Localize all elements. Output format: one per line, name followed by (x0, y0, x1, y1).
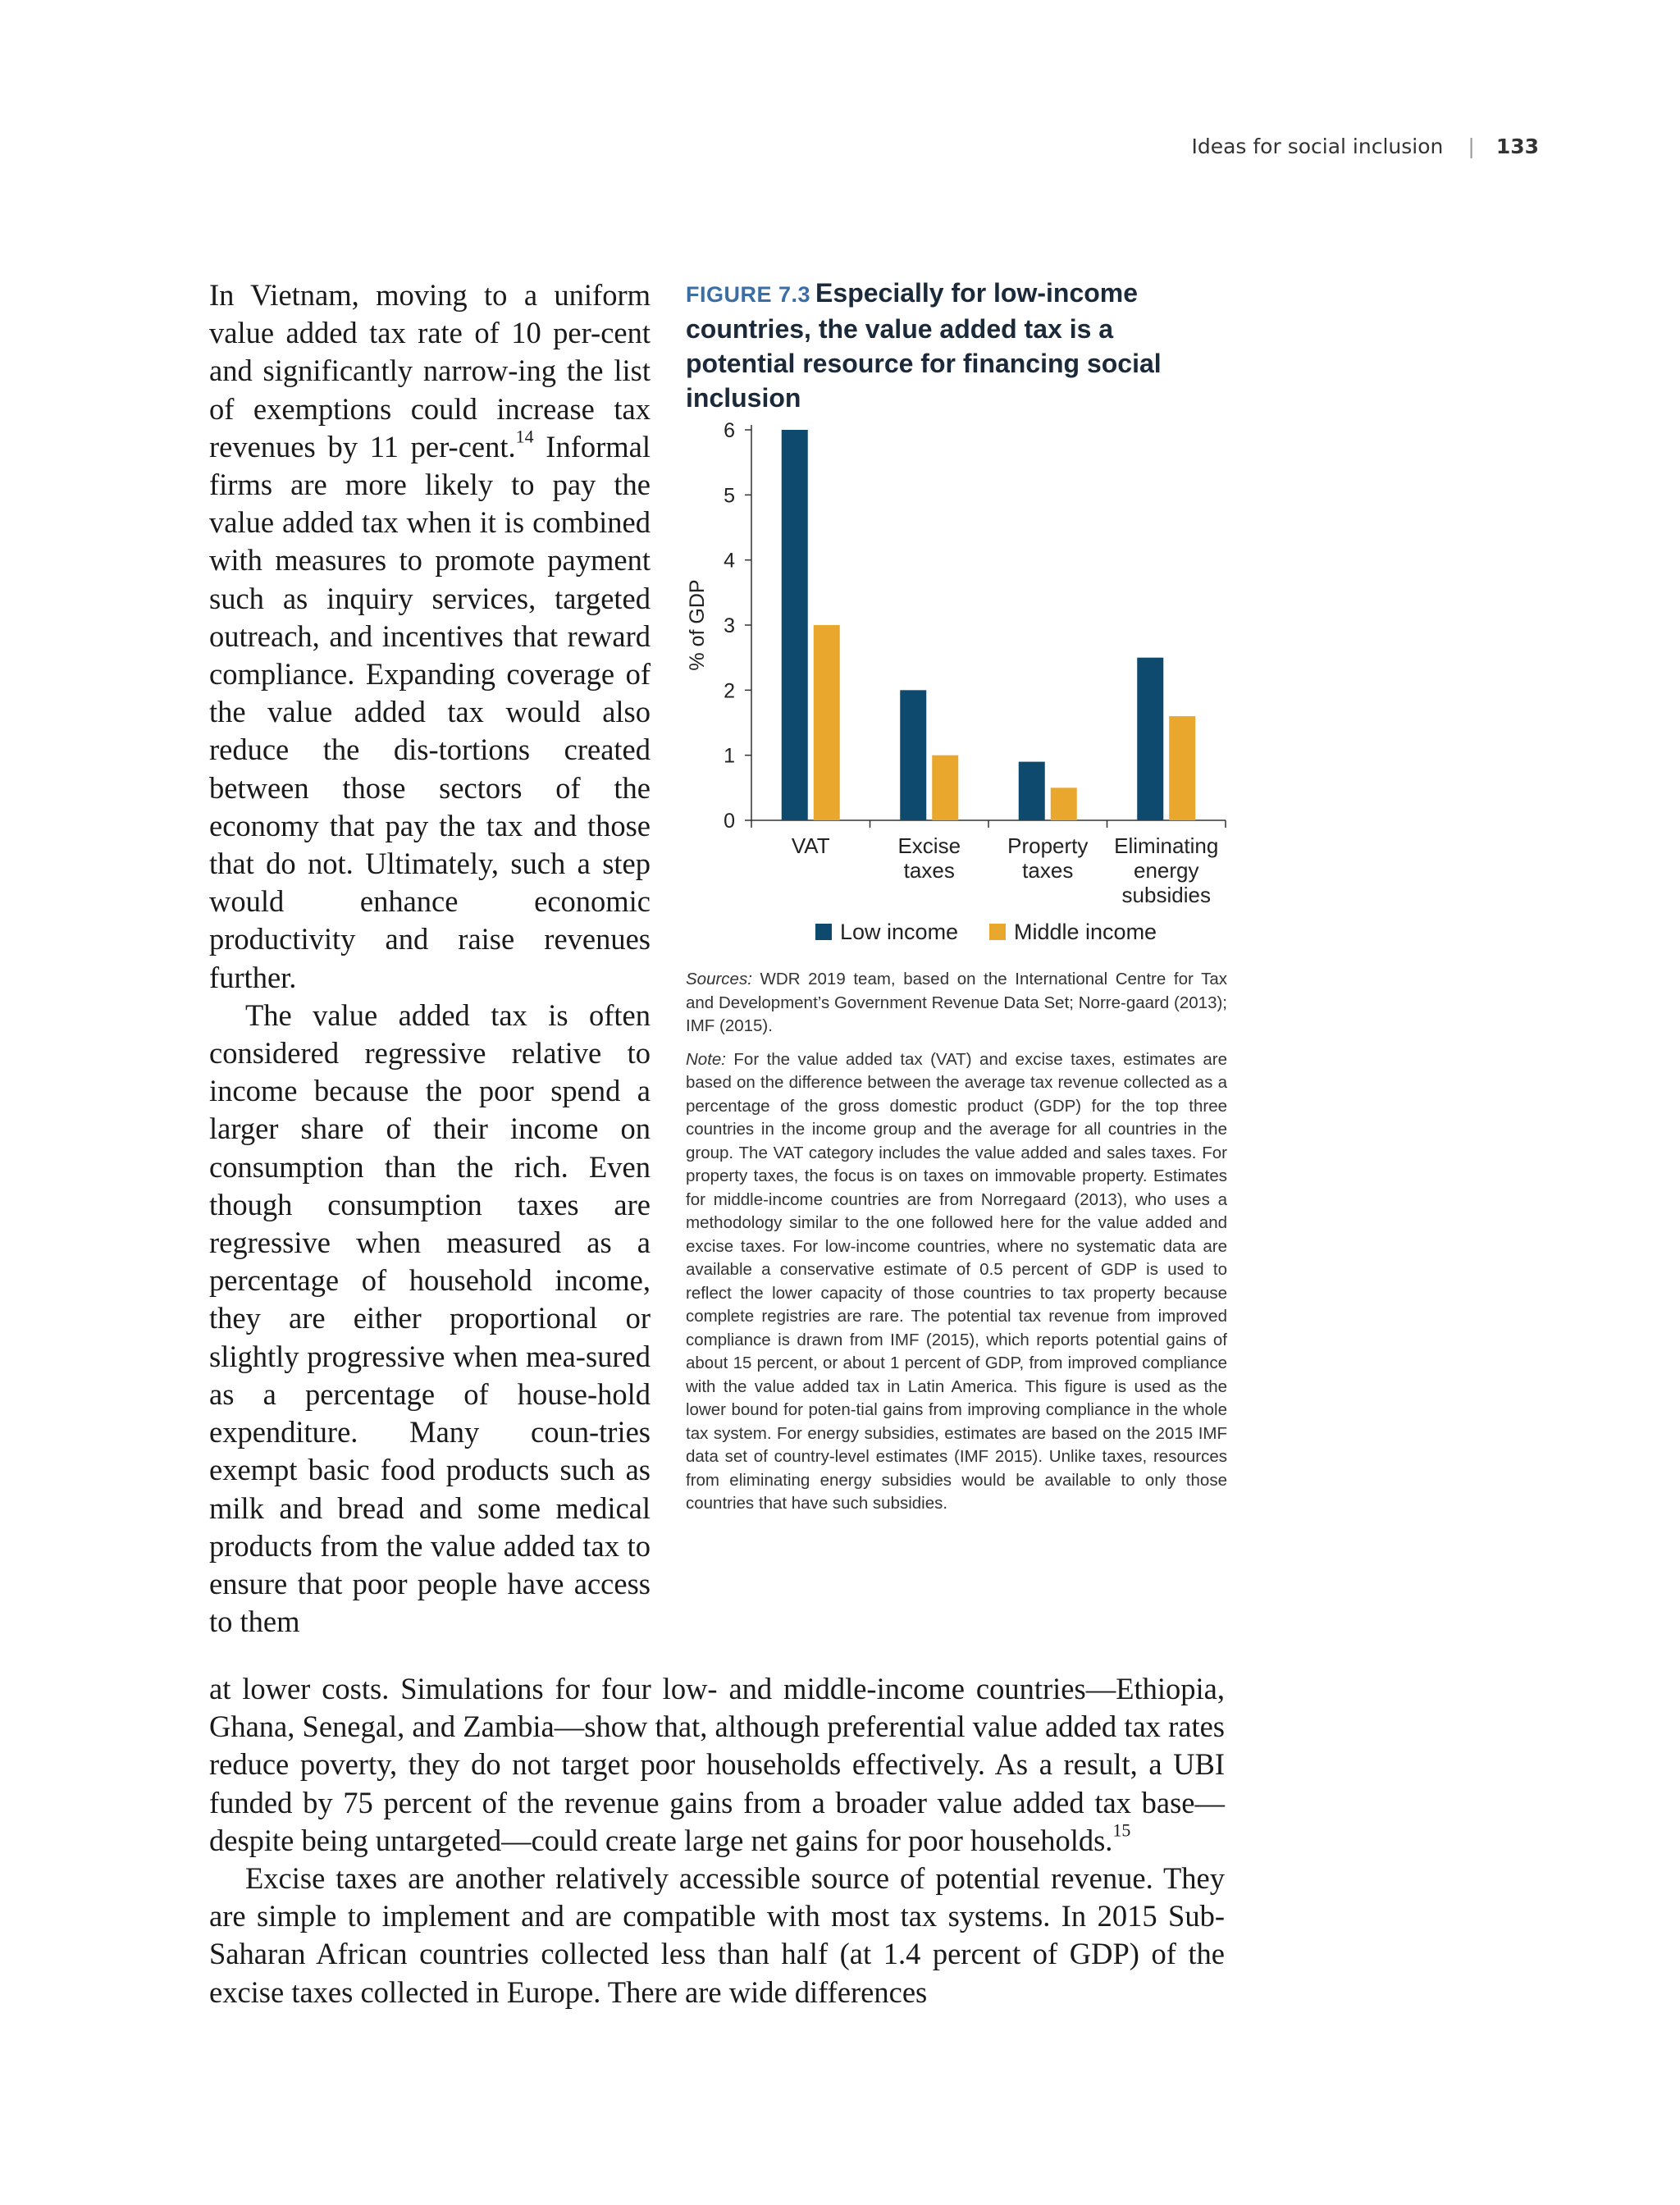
y-axis-label: % of GDP (686, 579, 709, 671)
bar-low-income (1019, 762, 1045, 820)
footnote-ref-15: 15 (1112, 1819, 1131, 1841)
x-category-label: VAT (791, 833, 830, 858)
sources-text: WDR 2019 team, based on the International Centre for Tax and Development’s Government Revenue Data Set; Norre-gaard (2013); IMF (2015). (686, 970, 1227, 1035)
figure-title (686, 276, 1227, 415)
bar-low-income (782, 430, 808, 820)
y-tick-label: 5 (724, 484, 735, 508)
bar-chart (686, 418, 1227, 960)
paragraph-3: Excise taxes are another relatively accessible source of potential revenue. They are simple to implement and are compatible with most tax systems. In 2015 Sub-Saharan African countries collected less than half (at 1.4 percent of GDP) of the excise taxes collected in Europe. There are wide differences (209, 1861, 1225, 2009)
bar-middle-income (1169, 716, 1195, 820)
full-width-text (209, 1670, 1225, 2011)
y-tick-label: 0 (724, 810, 735, 833)
paragraph-2: The value added tax is often considered regressive relative to income because the poor spend a larger share of their income on consumption than the rich. Even though consumption taxes are regressive when measured as a percentage of household income, they are either proportional or slightly progressive when mea-sured as a percentage of house-hold expenditure. Many coun-tries exempt basic food products such as milk and bread and some medical products from the value added tax to ensure that poor people have access to them (209, 998, 651, 1639)
legend-low-income-label: Low income (840, 920, 959, 944)
figure-7-3 (686, 276, 1227, 1516)
x-category-label: Excise (897, 833, 961, 858)
legend-low-income-swatch (815, 924, 832, 940)
x-category-label: taxes (903, 858, 955, 883)
y-tick-label: 6 (724, 419, 735, 442)
note-text: For the value added tax (VAT) and excise taxes, estimates are based on the difference between the average tax revenue collected as a percentage of the gross domestic product (GDP) for the top three countries in the income group and the average for all countries in the group. The VAT category includes the value added and sales taxes. For property taxes, the focus is on taxes on immovable property. Estimates for middle-income countries are from Norregaard (2013), who uses a methodology similar to the one followed here for the value added and excise taxes. For low-income countries, where no systematic data are available a conservative estimate of 0.5 percent of GDP is used to reflect the lower capacity of those countries to tax property because complete registries are rare. The potential tax revenue from improved compliance is drawn from IMF (2015), which reports potential gains of about 15 percent, or about 1 percent of GDP, from improved compliance with the value added tax in Latin America. This figure is used as the lower bound for poten-tial gains from improving compliance in the whole tax system. For energy subsidies, estimates are based on the 2015 IMF data set of country-level estimates (IMF 2015). Unlike taxes, resources from eliminating energy subsidies would be available to only those countries that have such subsidies. (686, 1049, 1227, 1513)
bar-middle-income (1051, 788, 1077, 820)
bar-middle-income (814, 625, 840, 820)
y-tick-label: 1 (724, 744, 735, 768)
figure-sources (686, 968, 1227, 1039)
bar-middle-income (932, 756, 958, 820)
section-title: Ideas for social inclusion (1191, 135, 1444, 158)
figure-title-text: Especially for low-income countries, the value added tax is a potential resource for financing social inclusion (686, 278, 1162, 413)
paragraph-1-text-b: Informal firms are more likely to pay the value added tax when it is combined with measures to promote payment such as inquiry services, targeted outreach, and incentives that reward compliance. Expanding coverage of the value added tax would also reduce the dis-tortions created between those sectors of the economy that pay the tax and those that do not. Ultimately, such a step would enhance economic productivity and raise revenues further. (209, 429, 651, 994)
y-tick-label: 2 (724, 679, 735, 703)
figure-label: FIGURE 7.3 (686, 282, 811, 307)
bar-low-income (1137, 658, 1163, 820)
paragraph-1 (209, 276, 651, 997)
left-column (209, 276, 651, 1641)
note-label: Note: (686, 1049, 726, 1069)
x-category-label: subsidies (1121, 883, 1211, 907)
x-category-label: Eliminating (1114, 833, 1219, 858)
footnote-ref-14: 14 (515, 426, 534, 447)
page-number: 133 (1495, 135, 1539, 158)
paragraph-2-continued-text: at lower costs. Simulations for four low- and middle-income countries—Ethiopia, Ghana, Senegal, and Zambia—show that, although preferential value added tax rates reduce poverty, they do not target poor households effectively. As a result, a UBI funded by 75 percent of the revenue gains from a broader value added tax base—despite being untargeted—could create large net gains for poor households. (209, 1672, 1225, 1857)
bar-low-income (900, 690, 926, 820)
header-separator: | (1468, 135, 1475, 158)
x-category-label: Property (1007, 833, 1089, 858)
x-category-label: energy (1134, 858, 1199, 883)
legend-middle-income-label: Middle income (1014, 920, 1157, 944)
running-header (0, 135, 1539, 158)
paragraph-2-continued (209, 1670, 1225, 1860)
paragraph-1-text-a: In Vietnam, moving to a uniform value added tax rate of 10 per-cent and significantly narrow-ing the list of exemptions could increase tax revenues by 11 per-cent. (209, 278, 651, 463)
figure-note (686, 1048, 1227, 1516)
y-tick-label: 4 (724, 549, 735, 573)
legend-middle-income-swatch (989, 924, 1006, 940)
y-tick-label: 3 (724, 614, 735, 637)
x-category-label: taxes (1022, 858, 1074, 883)
sources-label: Sources: (686, 970, 752, 988)
